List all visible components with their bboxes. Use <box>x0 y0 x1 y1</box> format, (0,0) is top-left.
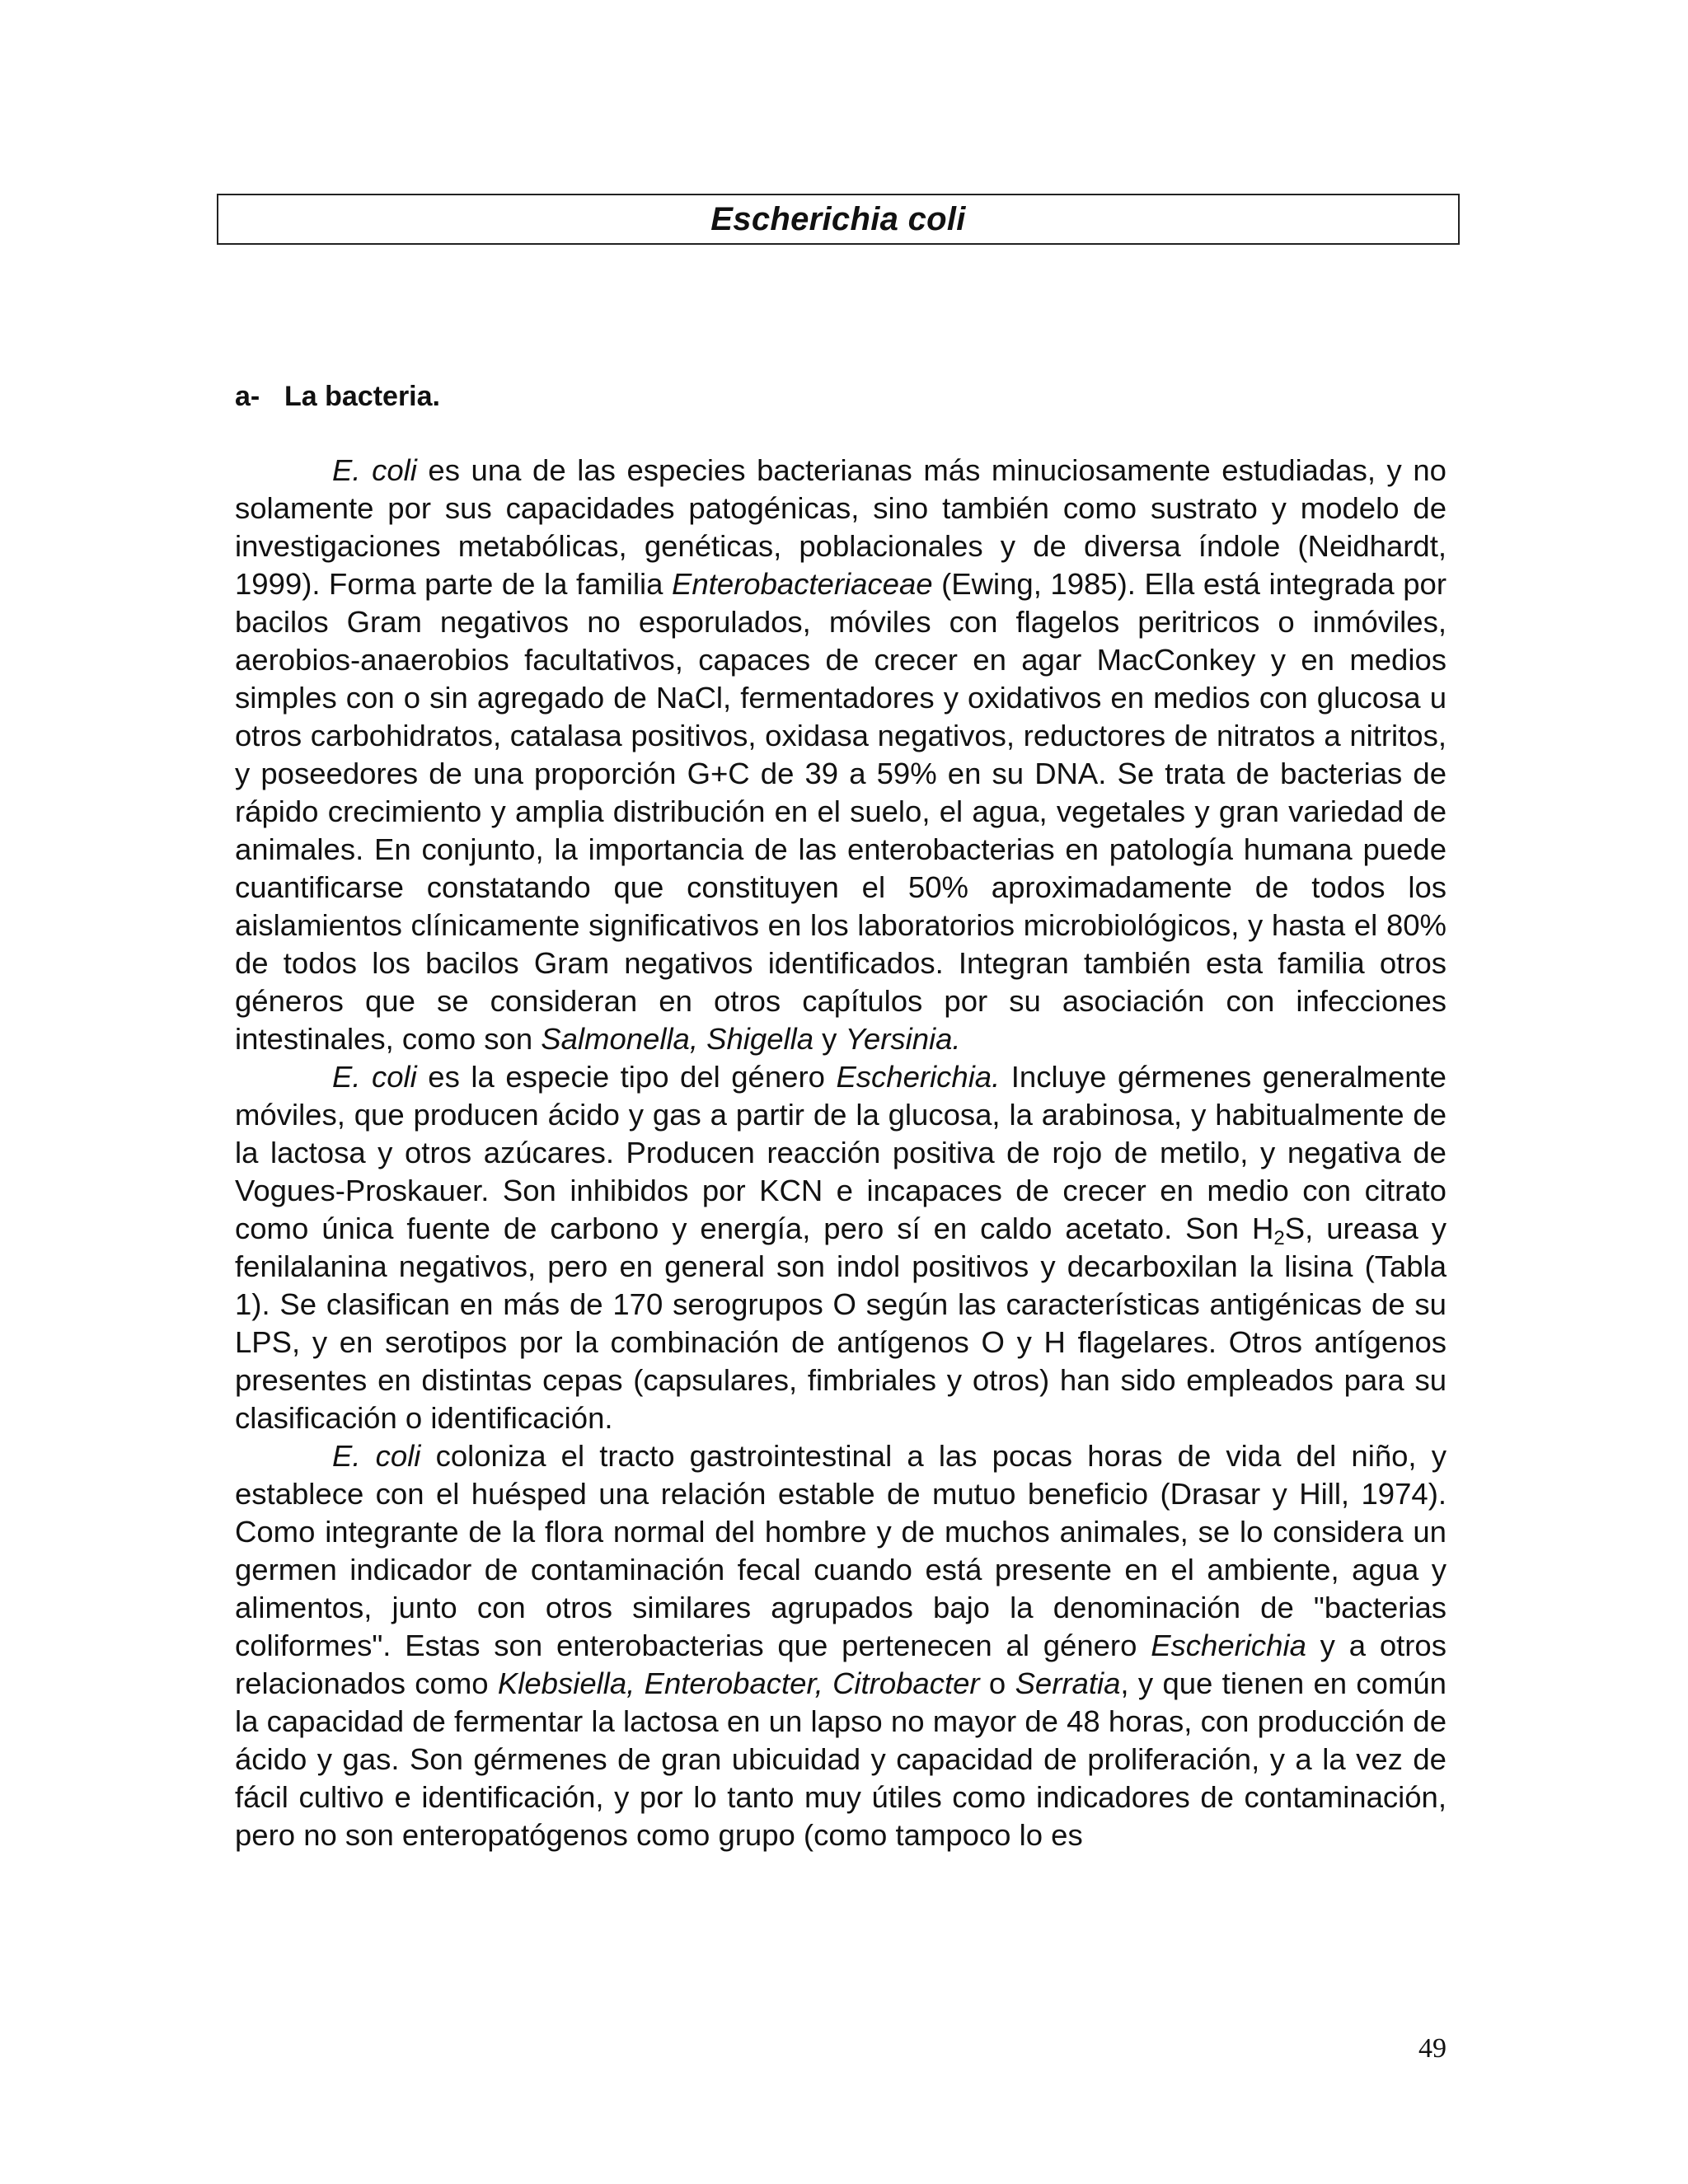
italic-run: Salmonella, Shigella <box>541 1022 814 1056</box>
italic-run: E. coli <box>332 1439 421 1473</box>
text-run: S, ureasa y fenilalanina negativos, pero en general son indol positivos y decarboxilan la lisina (Tabla 1). Se clasifican en más de 170 serogrupos O según las características antigénicas de su LPS, y en serotipos por la combinación de antígenos O y H flagelares. Otros antígenos presentes en distintas cepas (capsulares, fimbriales y otros) han sido empleados para su clasificación o identificación. <box>235 1212 1447 1435</box>
text-run: (Ewing, 1985). Ella está integrada por bacilos Gram negativos no esporulados, móviles con flagelos peritricos o inmóviles, aerobios-anaerobios facultativos, capaces de crecer en agar MacConkey y en medios simples con o sin agregado de NaCl, fermentadores y oxidativos en medios con glucosa u otros carbohidratos, catalasa positivos, oxidasa negativos, reductores de nitratos a nitritos, y poseedores de una proporción G+C de 39 a 59% en su DNA. Se trata de bacterias de rápido crecimiento y amplia distribución en el suelo, el agua, vegetales y gran variedad de animales. En conjunto, la importancia de las enterobacterias en patología humana puede cuantificarse constatando que constituyen el 50% aproximadamente de todos los aislamientos clínicamente significativos en los laboratorios microbiológicos, y hasta el 80% de todos los bacilos Gram negativos identificados. Integran también esta familia otros géneros que se consideran en otros capítulos por su asociación con infecciones intestinales, como son <box>235 567 1447 1056</box>
subscript-run: 2 <box>1273 1227 1285 1249</box>
section-heading-text: La bacteria. <box>284 381 440 412</box>
italic-run: Escherichia. <box>836 1060 1001 1094</box>
italic-run: E. coli <box>332 453 417 487</box>
italic-run: Klebsiella, Enterobacter, Citrobacter <box>497 1666 980 1700</box>
italic-run: Serratia <box>1015 1666 1121 1700</box>
text-run: y a otros relacionados como <box>235 1629 1447 1700</box>
text-run: y <box>814 1022 846 1056</box>
text-run: es la especie tipo del género <box>416 1060 837 1094</box>
italic-run: Enterobacteriaceae <box>672 567 933 601</box>
italic-run: Escherichia <box>1151 1629 1306 1662</box>
paragraph <box>235 1058 1447 1437</box>
section-marker: a- <box>235 381 260 412</box>
text-run: Incluye gérmenes generalmente móviles, que producen ácido y gas a partir de la glucosa, la arabinosa, y habitualmente de la lactosa y otros azúcares. Producen reacción positiva de rojo de metilo, y negativa de Vogues-Proskauer. Son inhibidos por KCN e incapaces de crecer en medio con citrato como única fuente de carbono y energía, pero sí en caldo acetato. Son H <box>235 1060 1447 1245</box>
body-text <box>235 452 1447 1854</box>
text-run: coloniza el tracto gastrointestinal a las pocas horas de vida del niño, y establece con el huésped una relación estable de mutuo beneficio (Drasar y Hill, 1974). Como integrante de la flora normal del hombre y de muchos animales, se lo considera un germen indicador de contaminación fecal cuando está presente en el ambiente, agua y alimentos, junto con otros similares agrupados bajo la denominación de "bacterias coliformes". Estas son enterobacterias que pertenecen al género <box>235 1439 1447 1662</box>
paragraph <box>235 452 1447 1058</box>
title-box <box>217 194 1460 245</box>
text-run: , y que tienen en común la capacidad de fermentar la lactosa en un lapso no mayor de 48 horas, con producción de ácido y gas. Son gérmenes de gran ubicuidad y capacidad de proliferación, y a la vez de fácil cultivo e identificación, y por lo tanto muy útiles como indicadores de contaminación, pero no son enteropatógenos como grupo (como tampoco lo es <box>235 1666 1447 1852</box>
paragraph <box>235 1437 1447 1854</box>
italic-run: Yersinia. <box>845 1022 961 1056</box>
text-run: o <box>979 1666 1015 1700</box>
document-title: Escherichia coli <box>710 200 966 237</box>
section-heading <box>235 381 440 413</box>
page-number: 49 <box>1418 2033 1447 2064</box>
italic-run: E. coli <box>332 1060 417 1094</box>
text-run: es una de las especies bacterianas más minuciosamente estudiadas, y no solamente por sus capacidades patogénicas, sino también como sustrato y modelo de investigaciones metabólicas, genéticas, poblacionales y de diversa índole (Neidhardt, 1999). Forma parte de la familia <box>235 453 1447 601</box>
